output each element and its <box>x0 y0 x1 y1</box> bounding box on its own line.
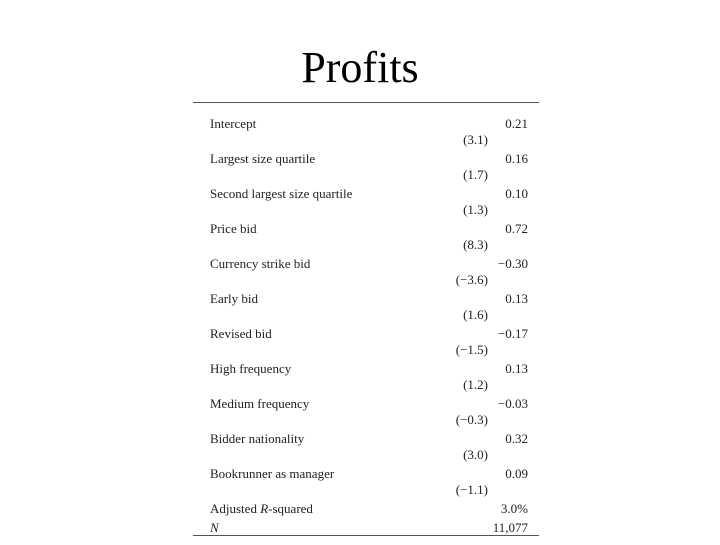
row-t-statistic: (8.3) <box>463 237 488 252</box>
table-row-bookrunner-as-manager <box>193 457 539 497</box>
row-coefficient: 0.10 <box>505 186 528 201</box>
row-coefficient: 0.72 <box>505 221 528 236</box>
row-value: 11,077 <box>492 520 528 535</box>
row-label: Second largest size quartile <box>210 186 353 201</box>
table-top-rule <box>193 102 539 103</box>
row-label: Bookrunner as manager <box>210 466 335 481</box>
row-label: Largest size quartile <box>210 151 316 166</box>
row-label: Bidder nationality <box>210 431 305 446</box>
table-bottom-rule <box>193 535 539 536</box>
row-t-statistic: (1.3) <box>463 202 488 217</box>
row-coefficient: −0.30 <box>497 256 528 271</box>
row-t-statistic: (1.6) <box>463 307 488 322</box>
row-coefficient: −0.17 <box>497 326 528 341</box>
row-t-statistic: (−1.1) <box>455 482 488 497</box>
row-t-statistic: (−3.6) <box>455 272 488 287</box>
table-row-revised-bid <box>193 317 539 357</box>
table-row-high-frequency <box>193 352 539 392</box>
row-label: Price bid <box>210 221 257 236</box>
row-coefficient: −0.03 <box>497 396 528 411</box>
row-t-statistic: (1.7) <box>463 167 488 182</box>
row-coefficient: 0.13 <box>505 361 528 376</box>
row-label: Revised bid <box>210 326 272 341</box>
row-label: Medium frequency <box>210 396 310 411</box>
label-prefix: Adjusted <box>210 501 261 516</box>
row-t-statistic: (−1.5) <box>455 342 488 357</box>
table-row-bidder-nationality <box>193 422 539 462</box>
row-t-statistic: (3.1) <box>463 132 488 147</box>
table-row-currency-strike-bid <box>193 247 539 287</box>
row-t-statistic: (3.0) <box>463 447 488 462</box>
table-row-intercept <box>193 107 539 147</box>
row-label: Currency strike bid <box>210 256 311 271</box>
row-coefficient: 0.16 <box>505 151 528 166</box>
row-label: High frequency <box>210 361 292 376</box>
label-suffix: -squared <box>268 501 313 516</box>
row-coefficient: 0.13 <box>505 291 528 306</box>
row-t-statistic: (−0.3) <box>455 412 488 427</box>
row-label: N <box>210 520 219 535</box>
slide-title: Profits <box>301 43 419 92</box>
row-label: Intercept <box>210 116 257 131</box>
row-t-statistic: (1.2) <box>463 377 488 392</box>
table-row-second-largest-size-quartile <box>193 177 539 217</box>
row-label: Early bid <box>210 291 259 306</box>
row-value: 3.0% <box>500 501 528 516</box>
row-coefficient: 0.09 <box>505 466 528 481</box>
table-row-price-bid <box>193 212 539 252</box>
row-coefficient: 0.32 <box>505 431 528 446</box>
row-coefficient: 0.21 <box>505 116 528 131</box>
table-row-medium-frequency <box>193 387 539 427</box>
label-variable: R <box>260 501 269 516</box>
table-row-largest-size-quartile <box>193 142 539 182</box>
table-row-early-bid <box>193 282 539 322</box>
